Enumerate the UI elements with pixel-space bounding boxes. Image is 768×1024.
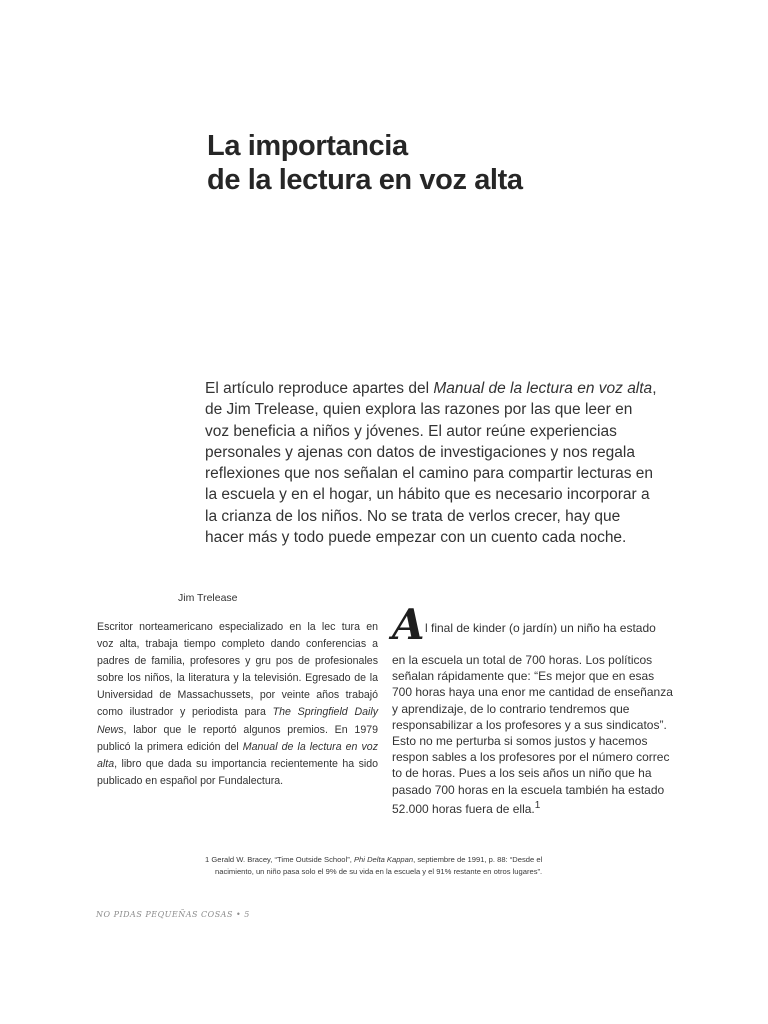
intro-line: de Jim Trelease, quien explora las razones por las que leer en (205, 401, 633, 419)
author-bio (97, 619, 378, 790)
bio-newspaper-title: News (97, 723, 124, 736)
intro-line: reflexiones que nos señalan el camino para compartir lecturas en (205, 465, 654, 483)
bio-line: sobre los niños, la literatura y la televisión. Egresado de la (97, 672, 378, 685)
article-title (207, 129, 523, 197)
bio-line (97, 756, 378, 773)
bio-text: , labor que le reportó algunos premios. En 1979 (123, 723, 378, 736)
intro-line: la crianza de los niños. No se trata de verlos crecer, hay que (205, 507, 621, 525)
footnote-text: , septiembre de 1991, p. 88: “Desde el (413, 855, 543, 864)
footnote-marker: 1 (534, 799, 541, 811)
bio-text: publicó la primera edición del (97, 740, 243, 753)
footnote-line: nacimiento, un niño pasa solo el 9% de su vida en la escuela y el 91% restante en otros lugares”. (215, 867, 543, 876)
title-line-1: La importancia (207, 130, 408, 162)
body-line: responsabilizar a los profesores y a sus sindicatos”. (392, 717, 667, 732)
body-line: to de horas. Pues a los seis años un niño que ha (392, 766, 652, 781)
intro-text: El artículo reproduce apartes del (205, 380, 434, 397)
bio-text: como ilustrador y periodista para (97, 706, 273, 719)
body-line: 700 horas haya una enor me cantidad de enseñanza (392, 685, 673, 700)
body-line: y aprendizaje, de lo contrario tendremos que (392, 701, 630, 716)
intro-line: hacer más y todo puede empezar con un cuento cada noche. (205, 529, 627, 547)
bio-newspaper-title: The Springfield Daily (272, 706, 378, 719)
author-name: Jim Trelease (178, 592, 238, 604)
bio-book-title: alta (97, 757, 115, 770)
bio-line (97, 739, 378, 756)
body-paragraph (392, 652, 674, 817)
bio-book-title: Manual de la lectura en voz (242, 740, 378, 753)
intro-text: , (652, 380, 657, 397)
intro-paragraph (205, 378, 657, 548)
intro-line: voz beneficia a niños y jóvenes. El autor reúne experiencias (205, 422, 617, 440)
bio-line: Universidad de Massachussets, por veinte años trabajó (97, 689, 378, 702)
body-line: pasado 700 horas en la escuela también ha estado (392, 782, 665, 797)
intro-line: la escuela y en el hogar, un hábito que es necesario incorporar a (205, 486, 650, 504)
body-line: Esto no me perturba si somos justos y hacemos (392, 734, 648, 749)
bio-line: padres de familia, profesores y gru pos de profesionales (97, 655, 378, 668)
body-line: respon sables a los profesores por el número correc (392, 750, 670, 765)
page-folio: NO PIDAS PEQUEÑAS COSAS • 5 (96, 910, 250, 919)
body-line: en la escuela un total de 700 horas. Los políticos (392, 653, 653, 667)
intro-book-title: Manual de la lectura en voz alta (433, 380, 653, 397)
bio-line: publicado en español por Fundalectura. (97, 774, 284, 787)
bio-text: , libro que dada su importancia recientemente ha sido (114, 757, 378, 770)
body-line: señalan rápidamente que: “Es mejor que en esas (392, 669, 655, 684)
body-first-line: l final de kinder (o jardín) un niño ha estado (425, 621, 656, 635)
footnote-line (205, 854, 595, 866)
footnote-journal: Phi Delta Kappan (353, 855, 414, 864)
bio-line: Escritor norteamericano especializado en la lec tura en (97, 621, 378, 633)
intro-line (205, 378, 657, 399)
body-line (392, 798, 674, 817)
intro-line: personales y ajenas con datos de investigaciones y nos regala (205, 443, 635, 461)
drop-cap: A (392, 600, 425, 649)
footnote (205, 854, 595, 878)
body-text: 52.000 horas fuera de ella. (392, 801, 535, 816)
bio-line (97, 704, 378, 721)
bio-line (97, 722, 378, 739)
bio-line: voz alta, trabaja tiempo completo dando conferencias a (97, 638, 378, 651)
title-line-2: de la lectura en voz alta (207, 164, 523, 196)
footnote-text: 1 Gerald W. Bracey, “Time Outside School”, (205, 855, 354, 864)
